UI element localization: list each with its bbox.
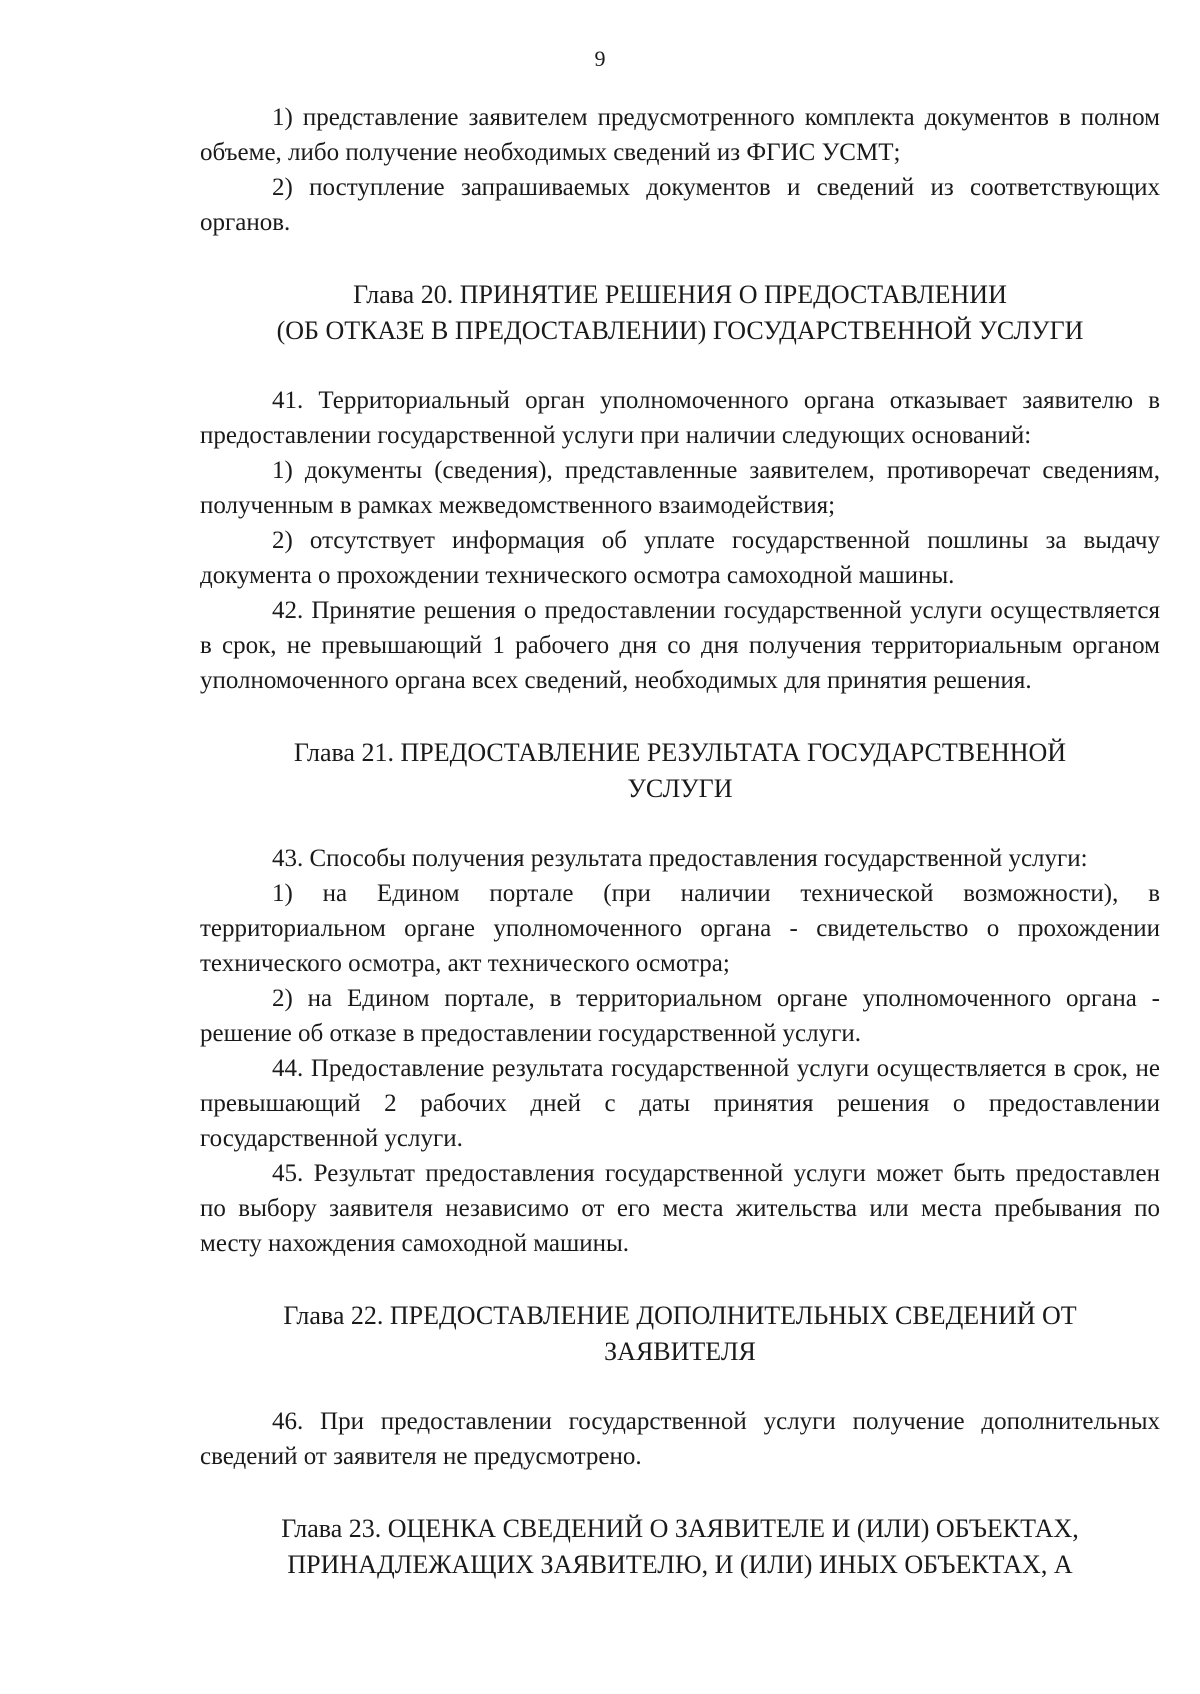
paragraph: 45. Результат предоставления государственной услуги может быть предоставлен по выбору заявителя независимо от его места жительства или места пребывания по месту нахождения самоходной машины. [200, 1160, 1160, 1257]
document-body [200, 100, 1160, 1617]
paragraph: 42. Принятие решения о предоставлении государственной услуги осуществляется в срок, не превышающий 1 рабочего дня со дня получения территориальным органом уполномоченного органа всех сведений, необходимых для принятия решения. [200, 597, 1160, 694]
page-number: 9 [594, 46, 606, 71]
paragraph: 41. Территориальный орган уполномоченного органа отказывает заявителю в предоставлении государственной услуги при наличии следующих оснований: [200, 387, 1160, 449]
chapter-heading-line: ЗАЯВИТЕЛЯ [604, 1337, 756, 1366]
paragraph: 1) документы (сведения), представленные заявителем, противоречат сведениям, полученным в рамках межведомственного взаимодействия; [200, 457, 1160, 519]
paragraph: 2) поступление запрашиваемых документов и сведений из соответствующих органов. [200, 174, 1160, 236]
paragraph: 46. При предоставлении государственной услуги получение дополнительных сведений от заявителя не предусмотрено. [200, 1408, 1160, 1470]
paragraph: 1) на Едином портале (при наличии технической возможности), в территориальном органе уполномоченного органа - свидетельство о прохождении технического осмотра, акт технического осмотра; [200, 880, 1160, 977]
paragraph: 2) на Едином портале, в территориальном органе уполномоченного органа - решение об отказе в предоставлении государственной услуги. [200, 985, 1160, 1047]
chapter-heading-line: Глава 21. ПРЕДОСТАВЛЕНИЕ РЕЗУЛЬТАТА ГОСУДАРСТВЕННОЙ [293, 738, 1067, 767]
paragraph: 43. Способы получения результата предоставления государственной услуги: [272, 845, 1088, 872]
paragraph: 44. Предоставление результата государственной услуги осуществляется в срок, не превышающий 2 рабочих дней с даты принятия решения о предоставлении государственной услуги. [200, 1055, 1160, 1152]
chapter-heading-line: (ОБ ОТКАЗЕ В ПРЕДОСТАВЛЕНИИ) ГОСУДАРСТВЕННОЙ УСЛУГИ [276, 316, 1084, 345]
paragraph: 2) отсутствует информация об уплате государственной пошлины за выдачу документа о прохождении технического осмотра самоходной машины. [200, 527, 1160, 589]
chapter-heading-line: Глава 23. ОЦЕНКА СВЕДЕНИЙ О ЗАЯВИТЕЛЕ И (ИЛИ) ОБЪЕКТАХ, [281, 1514, 1079, 1543]
chapter-heading-line: Глава 22. ПРЕДОСТАВЛЕНИЕ ДОПОЛНИТЕЛЬНЫХ СВЕДЕНИЙ ОТ [283, 1301, 1077, 1330]
chapter-heading [200, 1298, 1160, 1370]
chapter-heading-line: Глава 20. ПРИНЯТИЕ РЕШЕНИЯ О ПРЕДОСТАВЛЕНИИ [353, 280, 1007, 309]
chapter-heading [200, 1511, 1160, 1583]
chapter-heading-line: УСЛУГИ [627, 774, 733, 803]
paragraph: 1) представление заявителем предусмотренного комплекта документов в полном объеме, либо получение необходимых сведений из ФГИС УСМТ; [200, 104, 1160, 166]
chapter-heading-line: ПРИНАДЛЕЖАЩИХ ЗАЯВИТЕЛЮ, И (ИЛИ) ИНЫХ ОБЪЕКТАХ, А [287, 1550, 1073, 1579]
chapter-heading [200, 277, 1160, 349]
chapter-heading [200, 735, 1160, 807]
